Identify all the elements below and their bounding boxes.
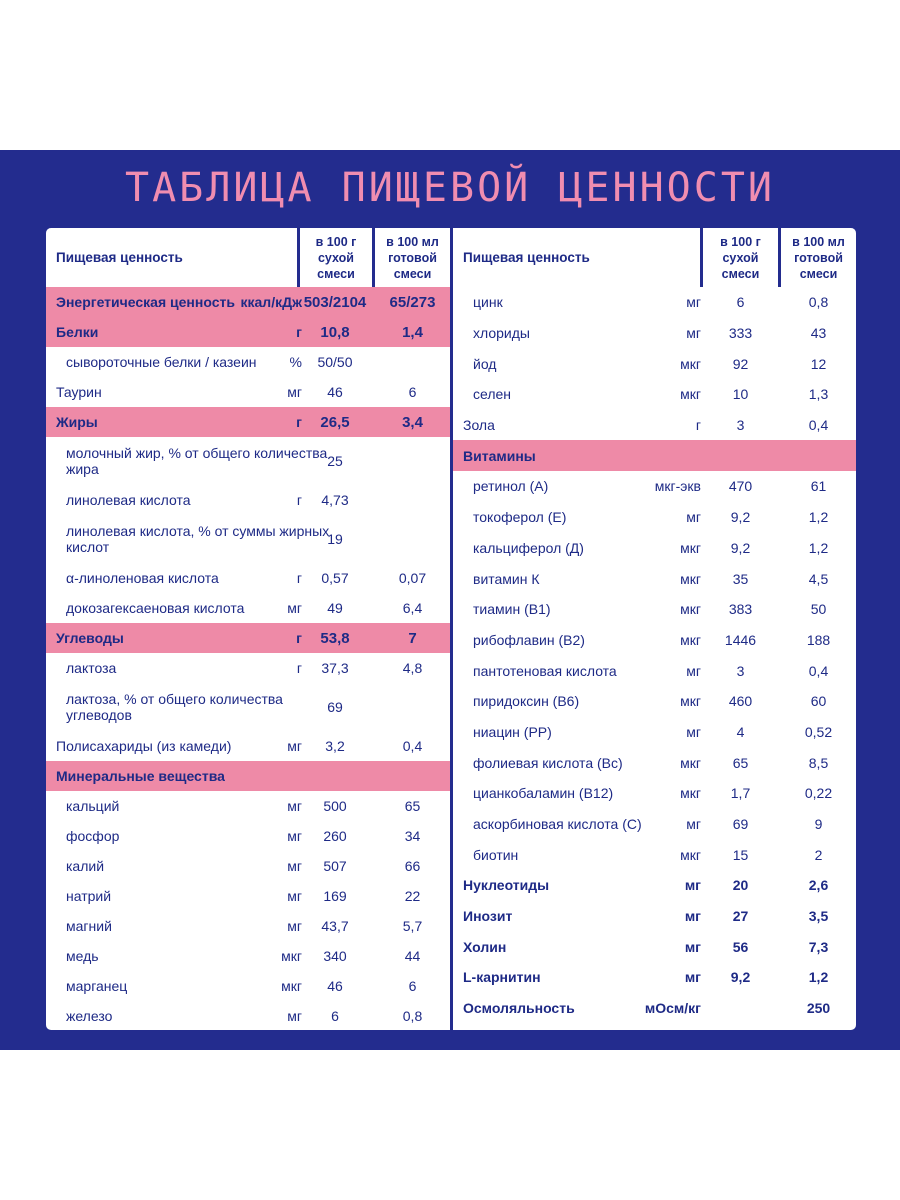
- row-value-ready: 3,4: [402, 413, 423, 431]
- row-value-dry: 9,2: [730, 509, 751, 526]
- page-title: ТАБЛИЦА ПИЩЕВОЙ ЦЕННОСТИ: [125, 165, 775, 211]
- table-rows: [453, 287, 856, 1024]
- row-value-ready: 3,5: [808, 908, 829, 925]
- row-name: железо: [66, 1008, 113, 1024]
- row-value-dry: 27: [732, 908, 749, 925]
- section-row: [453, 440, 856, 471]
- row-value-dry: 169: [323, 888, 347, 904]
- row-value-dry: [703, 440, 778, 471]
- row-value-ready: [375, 683, 450, 731]
- row-unit: мг: [287, 858, 302, 874]
- header-col-ready: в 100 мл готовой смеси: [781, 228, 856, 287]
- row-unit: %: [289, 354, 302, 370]
- row-value-ready: [375, 347, 450, 377]
- table-row: [46, 911, 450, 941]
- row-unit: мг: [287, 828, 302, 844]
- row-value-ready: 250: [806, 1000, 831, 1017]
- row-value-dry: 6: [331, 1008, 339, 1024]
- row-value-ready: 1,4: [402, 323, 423, 341]
- row-unit: мкг-экв: [654, 478, 701, 495]
- header-col-ready: в 100 мл готовой смеси: [375, 228, 450, 287]
- row-value-ready: 22: [404, 888, 421, 904]
- row-value-ready: 2: [814, 846, 823, 863]
- row-name: Углеводы: [56, 630, 124, 646]
- section-row: [46, 317, 450, 347]
- row-name: фосфор: [66, 828, 120, 844]
- table-row: [453, 348, 856, 379]
- row-value-ready: 188: [806, 631, 831, 648]
- row-unit: мг: [686, 509, 701, 526]
- table-row: [46, 653, 450, 683]
- row-value-dry: 9,2: [730, 539, 751, 556]
- table-row: [453, 563, 856, 594]
- row-name: токоферол (Е): [473, 509, 567, 526]
- row-name: L-карнитин: [463, 969, 541, 986]
- row-value-ready: 0,8: [808, 294, 829, 311]
- row-unit: г: [695, 417, 701, 434]
- row-value-ready: 44: [404, 948, 421, 964]
- row-value-ready: 7,3: [808, 938, 829, 955]
- row-name: пантотеновая кислота: [473, 662, 617, 679]
- row-name: магний: [66, 918, 112, 934]
- table-row: [453, 839, 856, 870]
- row-value-ready: [375, 515, 450, 563]
- row-unit: мг: [287, 888, 302, 904]
- row-unit: мг: [287, 798, 302, 814]
- table-row: [453, 410, 856, 441]
- row-unit: мкг: [680, 631, 701, 648]
- row-name: лактоза: [66, 660, 117, 676]
- row-unit: мг: [684, 877, 701, 894]
- table-row: [453, 594, 856, 625]
- row-value-dry: 69: [327, 699, 343, 715]
- row-value-ready: 50: [810, 601, 827, 618]
- row-name: рибофлавин (В2): [473, 631, 585, 648]
- table-row: [453, 993, 856, 1024]
- row-name: молочный жир, % от общего количества жира: [66, 445, 328, 477]
- row-value-dry: 4: [736, 723, 745, 740]
- row-value-dry: [300, 761, 370, 791]
- header-name: Пищевая ценность: [46, 228, 297, 287]
- row-name: витамин К: [473, 570, 540, 587]
- row-value-ready: 2,6: [808, 877, 829, 894]
- row-value-ready: 0,4: [808, 662, 829, 679]
- row-unit: мкг: [680, 693, 701, 710]
- row-unit: мг: [287, 918, 302, 934]
- row-value-dry: 340: [323, 948, 347, 964]
- row-unit: мг: [686, 723, 701, 740]
- row-name: ретинол (А): [473, 478, 549, 495]
- table-row: [453, 962, 856, 993]
- row-value-dry: 26,5: [320, 413, 350, 431]
- row-unit: г: [296, 570, 302, 586]
- row-name: аскорбиновая кислота (С): [473, 816, 642, 833]
- row-unit: мкг: [680, 601, 701, 618]
- row-value-ready: 43: [810, 325, 827, 342]
- nutrition-table-right: [453, 228, 856, 1030]
- row-name: линолевая кислота: [66, 492, 191, 508]
- row-name: цианкобаламин (В12): [473, 785, 614, 802]
- row-value-dry: 4,73: [321, 492, 349, 508]
- row-name: хлориды: [473, 325, 530, 342]
- row-unit: мкг: [680, 539, 701, 556]
- row-name: докозагексаеновая кислота: [66, 600, 245, 616]
- table-row: [453, 870, 856, 901]
- table-row: [453, 655, 856, 686]
- table-row: [46, 515, 450, 563]
- row-unit: мг: [287, 384, 302, 400]
- row-name: Таурин: [56, 384, 102, 400]
- row-unit: мкг: [680, 355, 701, 372]
- row-unit: мг: [686, 816, 701, 833]
- row-value-ready: 8,5: [808, 754, 829, 771]
- row-name: ниацин (РР): [473, 723, 552, 740]
- row-value-ready: 4,5: [808, 570, 829, 587]
- row-value-ready: 61: [810, 478, 827, 495]
- table-row: [453, 686, 856, 717]
- row-value-dry: 503/2104: [303, 293, 367, 311]
- row-unit: мкг: [680, 570, 701, 587]
- row-value-dry: 6: [736, 294, 745, 311]
- row-name: Холин: [463, 938, 507, 955]
- row-unit: мкг: [281, 948, 302, 964]
- row-value-ready: 0,22: [804, 785, 833, 802]
- row-value-ready: 0,52: [804, 723, 833, 740]
- table-row: [453, 379, 856, 410]
- table-row: [46, 485, 450, 515]
- table-row: [46, 731, 450, 761]
- row-value-dry: 3: [736, 662, 745, 679]
- row-value-dry: 460: [728, 693, 753, 710]
- row-value-dry: 500: [323, 798, 347, 814]
- row-value-dry: 15: [732, 846, 749, 863]
- row-value-ready: 4,8: [402, 660, 423, 676]
- table-row: [46, 821, 450, 851]
- row-unit: мг: [684, 969, 701, 986]
- table-row: [46, 593, 450, 623]
- row-name: α-линоленовая кислота: [66, 570, 219, 586]
- row-name: линолевая кислота, % от суммы жирных кислот: [66, 523, 330, 555]
- row-unit: г: [296, 414, 302, 430]
- row-value-dry: 56: [732, 938, 749, 955]
- table-row: [453, 717, 856, 748]
- section-row: [46, 407, 450, 437]
- row-value-ready: 1,2: [808, 969, 829, 986]
- row-value-dry: 35: [732, 570, 749, 587]
- row-value-ready: 6: [408, 384, 417, 400]
- row-value-dry: 3: [736, 417, 745, 434]
- row-value-dry: 46: [327, 384, 343, 400]
- row-value-ready: 7: [408, 629, 417, 647]
- row-value-dry: 383: [728, 601, 753, 618]
- table-row: [453, 747, 856, 778]
- row-unit: мкг: [680, 754, 701, 771]
- row-value-ready: 1,2: [808, 509, 829, 526]
- row-value-ready: 65/273: [389, 293, 436, 311]
- table-row: [46, 437, 450, 485]
- row-value-ready: 5,7: [402, 918, 423, 934]
- row-name: Минеральные вещества: [56, 768, 225, 784]
- row-value-dry: 25: [327, 453, 343, 469]
- row-value-ready: 6,4: [402, 600, 423, 616]
- table-row: [46, 347, 450, 377]
- row-unit: мг: [686, 325, 701, 342]
- row-name: селен: [473, 386, 512, 403]
- row-value-ready: [375, 437, 450, 485]
- table-row: [46, 971, 450, 1001]
- row-unit: г: [296, 660, 302, 676]
- row-unit: г: [296, 630, 302, 646]
- row-unit: г: [296, 492, 302, 508]
- row-name: Полисахариды (из камеди): [56, 738, 232, 754]
- row-value-ready: [375, 761, 450, 791]
- table-rows: [46, 287, 450, 1030]
- row-name: Осмоляльность: [463, 1000, 575, 1017]
- row-value-dry: 49: [327, 600, 343, 616]
- row-value-ready: 12: [810, 355, 827, 372]
- table-row: [453, 287, 856, 318]
- row-value-dry: 333: [728, 325, 753, 342]
- row-value-ready: 34: [404, 828, 421, 844]
- row-value-dry: 46: [327, 978, 343, 994]
- row-value-ready: [781, 440, 856, 471]
- row-unit: мг: [686, 662, 701, 679]
- row-value-ready: 0,8: [402, 1008, 423, 1024]
- row-value-ready: 0,4: [402, 738, 423, 754]
- row-value-ready: 65: [404, 798, 421, 814]
- section-row: [46, 761, 450, 791]
- row-value-dry: 69: [732, 816, 749, 833]
- row-value-dry: 43,7: [321, 918, 349, 934]
- row-value-dry: 53,8: [320, 629, 350, 647]
- table-row: [46, 941, 450, 971]
- header-name: Пищевая ценность: [453, 228, 700, 287]
- row-value-ready: 6: [408, 978, 417, 994]
- row-value-dry: 1446: [724, 631, 757, 648]
- row-name: Зола: [463, 417, 495, 434]
- row-value-dry: 37,3: [321, 660, 349, 676]
- table-row: [453, 533, 856, 564]
- table-row: [453, 809, 856, 840]
- row-value-dry: 0,57: [321, 570, 349, 586]
- table-row: [453, 471, 856, 502]
- row-value-dry: [703, 993, 778, 1024]
- row-unit: мг: [287, 600, 302, 616]
- row-name: Белки: [56, 324, 99, 340]
- table-row: [453, 931, 856, 962]
- row-unit: мОсм/кг: [644, 1000, 701, 1017]
- row-unit: мкг: [680, 386, 701, 403]
- row-value-dry: 92: [732, 355, 749, 372]
- table-row: [46, 851, 450, 881]
- table-row: [46, 881, 450, 911]
- row-unit: мкг: [281, 978, 302, 994]
- row-name: цинк: [473, 294, 503, 311]
- table-row: [453, 778, 856, 809]
- row-unit: мкг: [680, 785, 701, 802]
- row-name: фолиевая кислота (Вс): [473, 754, 623, 771]
- row-value-dry: 3,2: [325, 738, 345, 754]
- row-name: пиридоксин (В6): [473, 693, 580, 710]
- row-name: тиамин (В1): [473, 601, 551, 618]
- table-row: [46, 377, 450, 407]
- row-name: марганец: [66, 978, 128, 994]
- row-value-dry: 50/50: [317, 354, 353, 370]
- header-col-dry: в 100 г сухой смеси: [703, 228, 778, 287]
- row-value-ready: 0,07: [398, 570, 427, 586]
- row-value-dry: 20: [732, 877, 749, 894]
- row-name: йод: [473, 355, 497, 372]
- header-col-dry: в 100 г сухой смеси: [300, 228, 372, 287]
- row-name: Витамины: [463, 447, 536, 464]
- row-name: Энергетическая ценность: [56, 294, 235, 310]
- row-value-dry: 260: [323, 828, 347, 844]
- row-value-ready: 60: [810, 693, 827, 710]
- section-row: [46, 287, 450, 317]
- row-value-dry: 507: [323, 858, 347, 874]
- row-value-ready: 66: [404, 858, 421, 874]
- row-unit: ккал/кДж: [240, 294, 302, 310]
- row-unit: мг: [686, 294, 701, 311]
- row-unit: мг: [287, 738, 302, 754]
- row-unit: мг: [684, 908, 701, 925]
- row-name: Жиры: [56, 414, 98, 430]
- row-unit: мг: [287, 1008, 302, 1024]
- row-value-dry: 10,8: [320, 323, 350, 341]
- row-unit: мг: [684, 938, 701, 955]
- row-unit: мкг: [680, 846, 701, 863]
- row-unit: г: [296, 324, 302, 340]
- row-value-dry: 9,2: [730, 969, 751, 986]
- row-name: калий: [66, 858, 105, 874]
- row-name: сывороточные белки / казеин: [66, 354, 257, 370]
- row-value-dry: 1,7: [730, 785, 751, 802]
- row-name: Инозит: [463, 908, 513, 925]
- section-row: [46, 623, 450, 653]
- table-row: [46, 563, 450, 593]
- row-value-dry: 65: [732, 754, 749, 771]
- row-value-dry: 19: [327, 531, 343, 547]
- table-row: [46, 791, 450, 821]
- row-name: биотин: [473, 846, 519, 863]
- row-name: медь: [66, 948, 99, 964]
- table-row: [46, 683, 450, 731]
- row-name: натрий: [66, 888, 112, 904]
- table-header: [453, 228, 856, 287]
- row-value-dry: 10: [732, 386, 749, 403]
- row-name: кальциферол (Д): [473, 539, 584, 556]
- table-row: [453, 318, 856, 349]
- row-value-ready: 1,3: [808, 386, 829, 403]
- row-value-ready: 0,4: [808, 417, 829, 434]
- table-row: [453, 625, 856, 656]
- nutrition-table-left: [46, 228, 450, 1030]
- table-row: [46, 1001, 450, 1030]
- row-value-dry: 470: [728, 478, 753, 495]
- table-row: [453, 502, 856, 533]
- row-name: Нуклеотиды: [463, 877, 550, 894]
- row-value-ready: 1,2: [808, 539, 829, 556]
- table-header: [46, 228, 450, 287]
- table-row: [453, 901, 856, 932]
- row-name: кальций: [66, 798, 120, 814]
- row-name: лактоза, % от общего количества углеводов: [66, 691, 283, 723]
- row-value-ready: [375, 485, 450, 515]
- row-value-ready: 9: [814, 816, 823, 833]
